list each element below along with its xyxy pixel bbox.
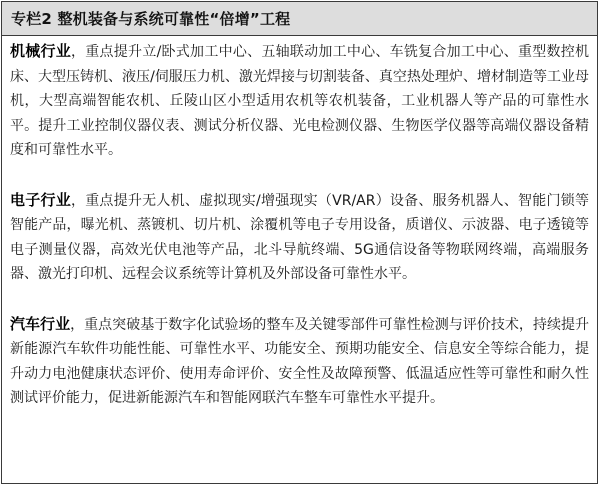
paragraph-label: 机械行业 bbox=[10, 42, 72, 60]
paragraph-label: 电子行业 bbox=[10, 190, 71, 209]
paragraph-text: ，重点突破基于数字化试验场的整车及关键零部件可靠性检测与评价技术，持续提升新能源汽车软件功能性能、可靠性水平、功能安全、预期功能安全、信息安全等综合能力，提升动力电池健康状态评价、使用寿命评价、安全性及故障预警、低温适应性等可靠性和耐久性测试评价能力，促进新能源汽车和智能网联汽车整车可靠性水平提升。 bbox=[10, 316, 589, 406]
box-content bbox=[2, 36, 597, 411]
box-title-bar bbox=[2, 2, 597, 36]
paragraph-automotive bbox=[10, 312, 589, 411]
feature-box bbox=[1, 1, 598, 484]
paragraph-gap bbox=[10, 163, 589, 188]
paragraph-gap bbox=[10, 287, 589, 312]
paragraph-machinery bbox=[10, 39, 589, 163]
paragraph-text: ，重点提升立/卧式加工中心、五轴联动加工中心、车铣复合加工中心、重型数控机床、大型压铸机、液压/伺服压力机、激光焊接与切割装备、真空热处理炉、增材制造等工业母机，大型高端智能农机、丘陵山区小型适用农机等农机装备，工业机器人等产品的可靠性水平。提升工业控制仪器仪表、测试分析仪器、光电检测仪器、生物医学仪器等高端仪器设备精度和可靠性水平。 bbox=[10, 44, 589, 158]
paragraph-electronics bbox=[10, 188, 589, 287]
paragraph-label: 汽车行业 bbox=[10, 314, 71, 333]
paragraph-text: ，重点提升无人机、虚拟现实/增强现实（VR/AR）设备、服务机器人、智能门锁等智能产品，曝光机、蒸镀机、切片机、涂覆机等电子专用设备，质谱仪、示波器、电子透镜等电子测量仪器，高效光伏电池等产品，北斗导航终端、5G通信设备等物联网终端，高端服务器、激光打印机、远程会议系统等计算机及外部设备可靠性水平。 bbox=[10, 192, 589, 282]
box-title: 专栏2 整机装备与系统可靠性“倍增”工程 bbox=[11, 10, 291, 28]
